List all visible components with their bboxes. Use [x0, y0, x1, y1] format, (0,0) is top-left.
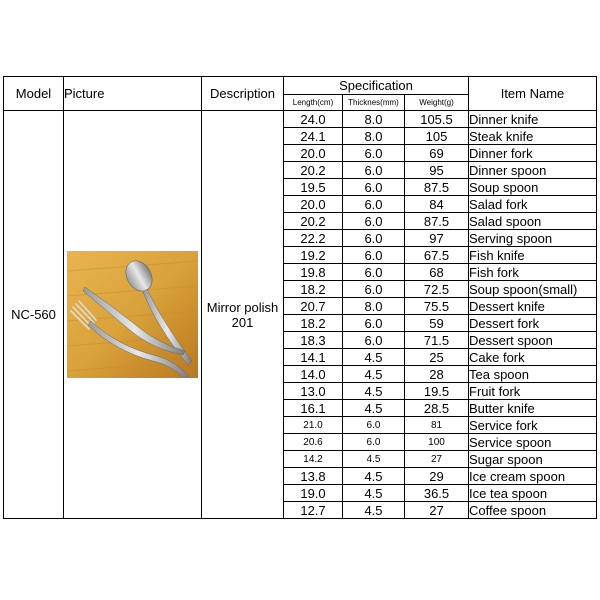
item-name-cell: Butter knife: [469, 400, 597, 417]
item-name-cell: Ice tea spoon: [469, 485, 597, 502]
spec-table-body: [4, 111, 597, 519]
description-cell: [202, 111, 284, 519]
weight-cell: 87.5: [405, 179, 469, 196]
length-cell: 24.1: [284, 128, 343, 145]
item-name-cell: Steak knife: [469, 128, 597, 145]
weight-cell: 19.5: [405, 383, 469, 400]
item-name-cell: Dinner spoon: [469, 162, 597, 179]
weight-cell: 25: [405, 349, 469, 366]
weight-cell: 87.5: [405, 213, 469, 230]
length-cell: 21.0: [284, 417, 343, 434]
length-cell: 14.1: [284, 349, 343, 366]
weight-cell: 27: [405, 451, 469, 468]
item-name-cell: Soup spoon: [469, 179, 597, 196]
length-cell: 19.5: [284, 179, 343, 196]
weight-cell: 72.5: [405, 281, 469, 298]
thickness-cell: 4.5: [343, 383, 405, 400]
header-weight: Weight(g): [405, 95, 469, 111]
header-length: Length(cm): [284, 95, 343, 111]
thickness-cell: 6.0: [343, 417, 405, 434]
item-name-cell: Tea spoon: [469, 366, 597, 383]
description-line2: 201: [231, 314, 254, 330]
length-cell: 18.2: [284, 315, 343, 332]
thickness-cell: 6.0: [343, 247, 405, 264]
weight-cell: 105.5: [405, 111, 469, 128]
item-name-cell: Service fork: [469, 417, 597, 434]
header-model: Model: [4, 77, 64, 111]
thickness-cell: 4.5: [343, 349, 405, 366]
thickness-cell: 6.0: [343, 230, 405, 247]
length-cell: 20.6: [284, 434, 343, 451]
item-name-cell: Dessert fork: [469, 315, 597, 332]
table-row: [4, 111, 597, 128]
header-item-name: Item Name: [469, 77, 597, 111]
weight-cell: 84: [405, 196, 469, 213]
header-picture: Picture: [64, 77, 202, 111]
thickness-cell: 4.5: [343, 485, 405, 502]
thickness-cell: 8.0: [343, 298, 405, 315]
weight-cell: 69: [405, 145, 469, 162]
length-cell: 13.8: [284, 468, 343, 485]
item-name-cell: Fish fork: [469, 264, 597, 281]
thickness-cell: 8.0: [343, 111, 405, 128]
weight-cell: 59: [405, 315, 469, 332]
thickness-cell: 4.5: [343, 468, 405, 485]
item-name-cell: Cake fork: [469, 349, 597, 366]
item-name-cell: Dessert spoon: [469, 332, 597, 349]
thickness-cell: 6.0: [343, 315, 405, 332]
weight-cell: 100: [405, 434, 469, 451]
item-name-cell: Fruit fork: [469, 383, 597, 400]
length-cell: 19.0: [284, 485, 343, 502]
weight-cell: 28: [405, 366, 469, 383]
thickness-cell: 6.0: [343, 162, 405, 179]
item-name-cell: Sugar spoon: [469, 451, 597, 468]
weight-cell: 81: [405, 417, 469, 434]
thickness-cell: 8.0: [343, 128, 405, 145]
thickness-cell: 4.5: [343, 502, 405, 519]
length-cell: 13.0: [284, 383, 343, 400]
weight-cell: 71.5: [405, 332, 469, 349]
length-cell: 20.0: [284, 196, 343, 213]
item-name-cell: Service spoon: [469, 434, 597, 451]
item-name-cell: Salad fork: [469, 196, 597, 213]
weight-cell: 95: [405, 162, 469, 179]
thickness-cell: 6.0: [343, 281, 405, 298]
weight-cell: 29: [405, 468, 469, 485]
weight-cell: 68: [405, 264, 469, 281]
thickness-cell: 6.0: [343, 213, 405, 230]
spec-table: [3, 76, 597, 519]
item-name-cell: Salad spoon: [469, 213, 597, 230]
item-name-cell: Soup spoon(small): [469, 281, 597, 298]
cutlery-photo-icon: [67, 251, 198, 378]
header-thickness: Thicknes(mm): [343, 95, 405, 111]
thickness-cell: 6.0: [343, 434, 405, 451]
thickness-cell: 6.0: [343, 264, 405, 281]
weight-cell: 27: [405, 502, 469, 519]
length-cell: 18.2: [284, 281, 343, 298]
item-name-cell: Ice cream spoon: [469, 468, 597, 485]
thickness-cell: 4.5: [343, 400, 405, 417]
thickness-cell: 6.0: [343, 196, 405, 213]
length-cell: 20.0: [284, 145, 343, 162]
weight-cell: 75.5: [405, 298, 469, 315]
length-cell: 14.0: [284, 366, 343, 383]
length-cell: 24.0: [284, 111, 343, 128]
length-cell: 16.1: [284, 400, 343, 417]
weight-cell: 105: [405, 128, 469, 145]
item-name-cell: Dinner fork: [469, 145, 597, 162]
header-specification: Specification: [284, 77, 469, 95]
thickness-cell: 4.5: [343, 451, 405, 468]
item-name-cell: Dinner knife: [469, 111, 597, 128]
length-cell: 12.7: [284, 502, 343, 519]
header-description: Description: [202, 77, 284, 111]
length-cell: 14.2: [284, 451, 343, 468]
length-cell: 20.7: [284, 298, 343, 315]
length-cell: 20.2: [284, 213, 343, 230]
weight-cell: 28.5: [405, 400, 469, 417]
length-cell: 18.3: [284, 332, 343, 349]
length-cell: 22.2: [284, 230, 343, 247]
item-name-cell: Coffee spoon: [469, 502, 597, 519]
picture-cell: [64, 111, 202, 519]
thickness-cell: 6.0: [343, 179, 405, 196]
item-name-cell: Fish knife: [469, 247, 597, 264]
thickness-cell: 6.0: [343, 145, 405, 162]
weight-cell: 97: [405, 230, 469, 247]
item-name-cell: Dessert knife: [469, 298, 597, 315]
description-line1: Mirror polish: [206, 299, 279, 315]
length-cell: 19.8: [284, 264, 343, 281]
length-cell: 20.2: [284, 162, 343, 179]
model-cell: NC-560: [4, 111, 64, 519]
thickness-cell: 4.5: [343, 366, 405, 383]
weight-cell: 36.5: [405, 485, 469, 502]
item-name-cell: Serving spoon: [469, 230, 597, 247]
length-cell: 19.2: [284, 247, 343, 264]
weight-cell: 67.5: [405, 247, 469, 264]
thickness-cell: 6.0: [343, 332, 405, 349]
